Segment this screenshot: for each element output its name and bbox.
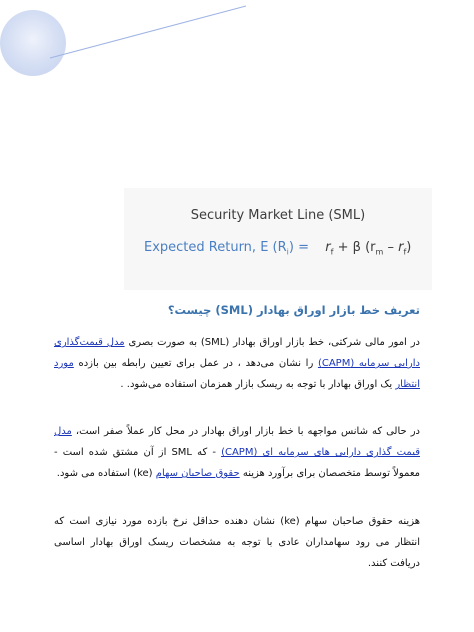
formula-equation [144,240,411,257]
decorative-line [0,0,260,70]
expected-link[interactable]: مورد انتظار [54,358,420,390]
formula-rm-sub: m [375,247,384,257]
capm-model-link[interactable]: مدل قیمت گذاری دارایی های سرمایه ای (CAPM) [54,426,420,458]
formula-lhs-close: ) = [288,240,309,255]
paragraph-1-text-b: را نشان می‌دهد ، در عمل برای تعیین رابطه بین بازده [73,358,318,369]
formula-minus: – [387,240,394,255]
formula-rf2-sub: f [403,247,407,257]
paragraph-2-text-a: در حالی که شانس مواجهه با خط بازار اوراق بهادار در محل کار عملاً صفر است، [71,426,420,437]
paragraph-2-text-b: - که SML از آن مشتق شده است - معمولاً توسط متخصصان برای برآورد هزینه [54,447,420,479]
formula-plus: + [337,240,349,255]
paragraph-2 [54,421,420,484]
formula-close: ) [406,240,412,255]
paragraph-1-text-a: در امور مالی شرکتی، خط بازار اوراق بهادار (SML) به صورت بصری [124,337,420,348]
formula-lhs-sub: i [286,247,289,257]
sml-formula-image [124,188,432,290]
formula-lhs: Expected Return, E (R [144,240,287,255]
paragraph-1-text-c: یک اوراق بهادار با توجه به ریسک بازار همزمان استفاده می‌شود. . [120,379,396,390]
formula-rf-sub: f [330,247,334,257]
article-heading: تعریف خط بازار اوراق بهادار (SML) چیست؟ [167,303,420,317]
capm-link[interactable]: مدل قیمت‌گذاری دارایی سرمایه (CAPM) [54,337,420,369]
equity-link[interactable]: حقوق صاحبان سهام [155,468,240,479]
formula-title: Security Market Line (SML) [190,208,366,223]
paragraph-1 [54,332,420,395]
formula-beta: β (r [352,240,376,255]
paragraph-2-text-c: (ke) استفاده می شود. [56,468,156,479]
formula-rf2: r [398,240,404,255]
formula-rf: r [325,240,331,255]
paragraph-3: هزینه حقوق صاحبان سهام (ke) نشان دهنده حداقل نرخ بازده مورد نیازی است که انتظار می رود سهامداران عادی با توجه به مشخصات ریسک اوراق بهادار اساسی دریافت کنند. [54,516,420,569]
